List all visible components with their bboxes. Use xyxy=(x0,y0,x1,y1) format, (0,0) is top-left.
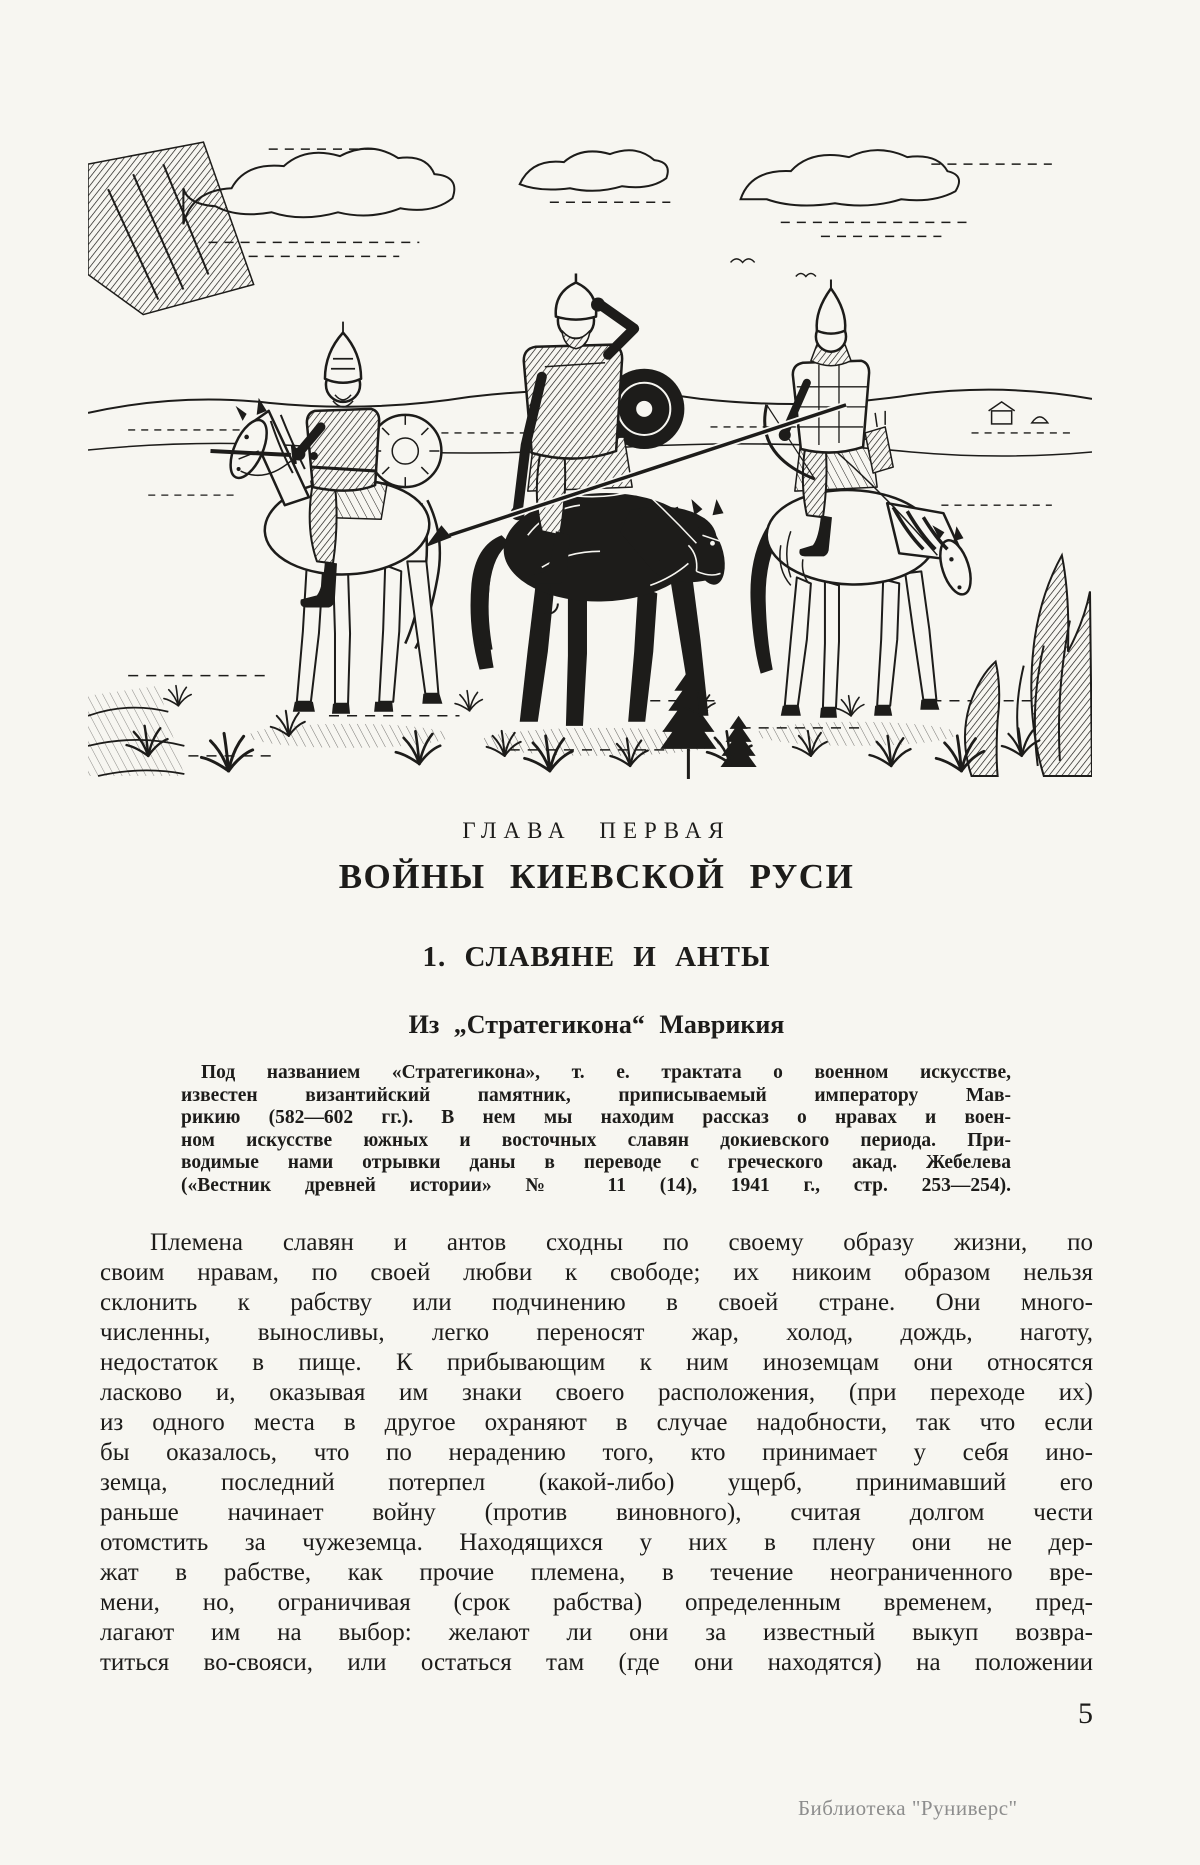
conical-helmet-left xyxy=(325,333,361,383)
body-line: численны, выносливы, легко переносят жар, холод, дождь, наготу, xyxy=(100,1319,1093,1346)
warrior-left-group xyxy=(210,322,442,714)
body-line: жат в рабстве, как прочие племена, в течение неограниченного вре- xyxy=(100,1559,1093,1586)
intro-line: ном искусстве южных и восточных славян докиевского периода. При- xyxy=(181,1129,1011,1151)
warrior-right-group xyxy=(750,279,976,717)
distant-hut xyxy=(989,402,1048,424)
body-line: отомстить за чужеземца. Находящихся у них в плену они не дер- xyxy=(100,1529,1093,1556)
bogatyrs-engraving xyxy=(88,114,1092,786)
body-paragraph xyxy=(100,1228,1093,1678)
intro-line: водимые нами отрывки даны в переводе с греческого акад. Жебелева xyxy=(181,1152,1011,1174)
round-helmet-center xyxy=(556,283,596,320)
body-line: раньше начинает войну (против виновного), считая долгом чести xyxy=(100,1499,1093,1526)
page-number: 5 xyxy=(1078,1697,1093,1730)
body-line: склонить к рабству или подчинению в своей стране. Они много- xyxy=(100,1289,1093,1316)
body-line: мени, но, ограничивая (срок рабства) определенным временем, пред- xyxy=(100,1589,1093,1616)
body-line: из одного места в другое охраняют в случае надобности, так что если xyxy=(100,1409,1093,1436)
section-heading: 1. СЛАВЯНЕ И АНТЫ xyxy=(422,941,771,973)
pointed-helmet-right xyxy=(817,289,846,334)
chapter-title: ВОЙНЫ КИЕВСКОЙ РУСИ xyxy=(338,857,855,896)
body-line: ласково и, оказывая им знаки своего расположения, (при переходе их) xyxy=(100,1379,1093,1406)
body-line: своим нравам, по своей любви к свободе; их никоим образом нельзя xyxy=(100,1259,1093,1286)
intro-line: известен византийский памятник, приписываемый императору Мав- xyxy=(181,1084,1011,1106)
body-line: бы оказалось, что по нерадению того, кто принимает у себя ино- xyxy=(100,1439,1093,1466)
intro-line: Под названием «Стратегикона», т. е. трактата о военном искусстве, xyxy=(201,1062,1011,1083)
source-subtitle: Из „Стратегикона“ Маврикия xyxy=(408,1010,785,1039)
warrior-center-group xyxy=(425,273,846,725)
intro-note xyxy=(181,1062,1011,1198)
chapter-kicker: ГЛАВА ПЕРВАЯ xyxy=(462,818,731,843)
body-line: лагают им на выбор: желают ли они за известный выкуп возвра- xyxy=(100,1619,1093,1646)
library-watermark: Библиотека "Руниверс" xyxy=(798,1796,1018,1820)
body-line: земца, последний потерпел (какой-либо) ущерб, принимавший его xyxy=(100,1469,1093,1496)
intro-line: рикию (582—602 гг.). В нем мы находим рассказ о нравах и воен- xyxy=(181,1107,1011,1129)
intro-line: («Вестник древней истории» № 11 (14), 1941 г., стр. 253—254). xyxy=(181,1174,1011,1196)
body-line: титься во-свояси, или остаться там (где они находятся) на положении xyxy=(100,1649,1093,1676)
bogatyrs-engraving-illustration xyxy=(88,114,1092,786)
body-line: Племена славян и антов сходны по своему образу жизни, по xyxy=(150,1229,1093,1256)
body-line: недостаток в пище. К прибывающим к ним иноземцам они относятся xyxy=(100,1349,1093,1376)
